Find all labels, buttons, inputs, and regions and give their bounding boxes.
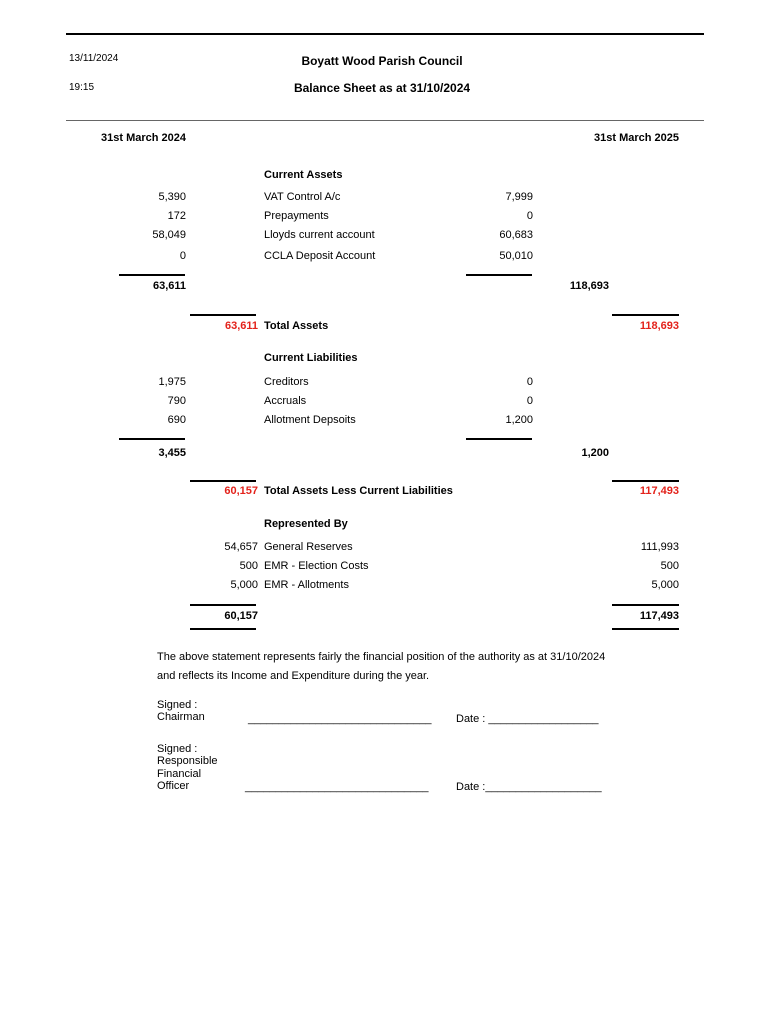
report-title: Balance Sheet as at 31/10/2024 [293, 81, 471, 95]
represented-by-total-prev: 60,157 [224, 610, 258, 622]
total-assets-cur: 118,693 [639, 320, 679, 332]
liability-label: Creditors [264, 376, 309, 388]
subtotal-rule [466, 438, 532, 440]
subtotal-rule [466, 274, 532, 276]
chairman-date-line: Date : __________________ [456, 713, 599, 725]
total-rule [190, 480, 256, 482]
chairman-signed-label: Signed : [157, 699, 198, 711]
reserve-prev-value: 54,657 [224, 541, 258, 553]
liability-cur-value: 0 [526, 395, 533, 407]
reserve-label: EMR - Election Costs [264, 560, 369, 572]
header-rule [66, 120, 704, 121]
liability-prev-value: 690 [167, 414, 186, 426]
net-assets-label: Total Assets Less Current Liabilities [264, 485, 453, 497]
rfo-date-line: Date :___________________ [456, 781, 602, 793]
top-rule [66, 33, 704, 35]
reserve-label: General Reserves [264, 541, 353, 553]
liability-prev-value: 790 [167, 395, 186, 407]
statement-line-1: The above statement represents fairly the financial position of the authority as at 31/10/2024 [157, 651, 606, 663]
liability-cur-value: 1,200 [505, 414, 533, 426]
column-heading-prior-year: 31st March 2024 [101, 132, 186, 144]
section-heading-current-assets: Current Assets [264, 169, 343, 181]
total-rule [190, 314, 256, 316]
print-time: 19:15 [69, 82, 95, 93]
total-rule [190, 604, 256, 606]
rfo-role-label-1: Responsible [157, 755, 218, 767]
asset-cur-value: 7,999 [505, 191, 533, 203]
total-assets-prev: 63,611 [224, 320, 258, 332]
liability-prev-value: 1,975 [158, 376, 186, 388]
reserve-cur-value: 111,993 [640, 541, 679, 553]
current-assets-subtotal-prev: 63,611 [152, 280, 186, 292]
net-assets-prev: 60,157 [224, 485, 258, 497]
rfo-role-label-3: Officer [157, 780, 190, 792]
rfo-signed-label: Signed : [157, 743, 198, 755]
reserve-label: EMR - Allotments [264, 579, 349, 591]
liability-cur-value: 0 [526, 376, 533, 388]
total-rule [612, 604, 679, 606]
chairman-role-label: Chairman [157, 711, 205, 723]
asset-cur-value: 0 [526, 210, 533, 222]
asset-cur-value: 60,683 [499, 229, 533, 241]
chairman-signature-line: ______________________________ [248, 713, 432, 725]
reserve-prev-value: 500 [239, 560, 258, 572]
current-liabilities-subtotal-prev: 3,455 [158, 447, 186, 459]
organisation-name: Boyatt Wood Parish Council [301, 54, 463, 68]
current-assets-subtotal-cur: 118,693 [569, 280, 609, 292]
liability-label: Accruals [264, 395, 307, 407]
total-rule-bottom [612, 628, 679, 630]
asset-label: Lloyds current account [264, 229, 375, 241]
total-rule [612, 480, 679, 482]
asset-label: CCLA Deposit Account [264, 250, 376, 262]
statement-line-2: and reflects its Income and Expenditure during the year. [157, 670, 430, 682]
net-assets-cur: 117,493 [639, 485, 679, 497]
asset-label: Prepayments [264, 210, 329, 222]
liability-label: Allotment Depsoits [264, 414, 356, 426]
rfo-role-label-2: Financial [157, 768, 202, 780]
section-heading-current-liabilities: Current Liabilities [264, 352, 358, 364]
asset-prev-value: 0 [179, 250, 186, 262]
asset-cur-value: 50,010 [499, 250, 533, 262]
column-heading-current-year: 31st March 2025 [594, 132, 679, 144]
total-rule-bottom [190, 628, 256, 630]
represented-by-total-cur: 117,493 [639, 610, 679, 622]
subtotal-rule [119, 438, 185, 440]
subtotal-rule [119, 274, 185, 276]
current-liabilities-subtotal-cur: 1,200 [581, 447, 609, 459]
reserve-cur-value: 5,000 [651, 579, 679, 591]
total-rule [612, 314, 679, 316]
print-date: 13/11/2024 [69, 53, 119, 64]
section-heading-represented-by: Represented By [264, 518, 348, 530]
rfo-signature-line: ______________________________ [245, 781, 429, 793]
asset-prev-value: 58,049 [152, 229, 186, 241]
total-assets-label: Total Assets [264, 320, 329, 332]
asset-label: VAT Control A/c [264, 191, 341, 203]
reserve-cur-value: 500 [660, 560, 679, 572]
reserve-prev-value: 5,000 [230, 579, 258, 591]
asset-prev-value: 172 [167, 210, 186, 222]
asset-prev-value: 5,390 [158, 191, 186, 203]
